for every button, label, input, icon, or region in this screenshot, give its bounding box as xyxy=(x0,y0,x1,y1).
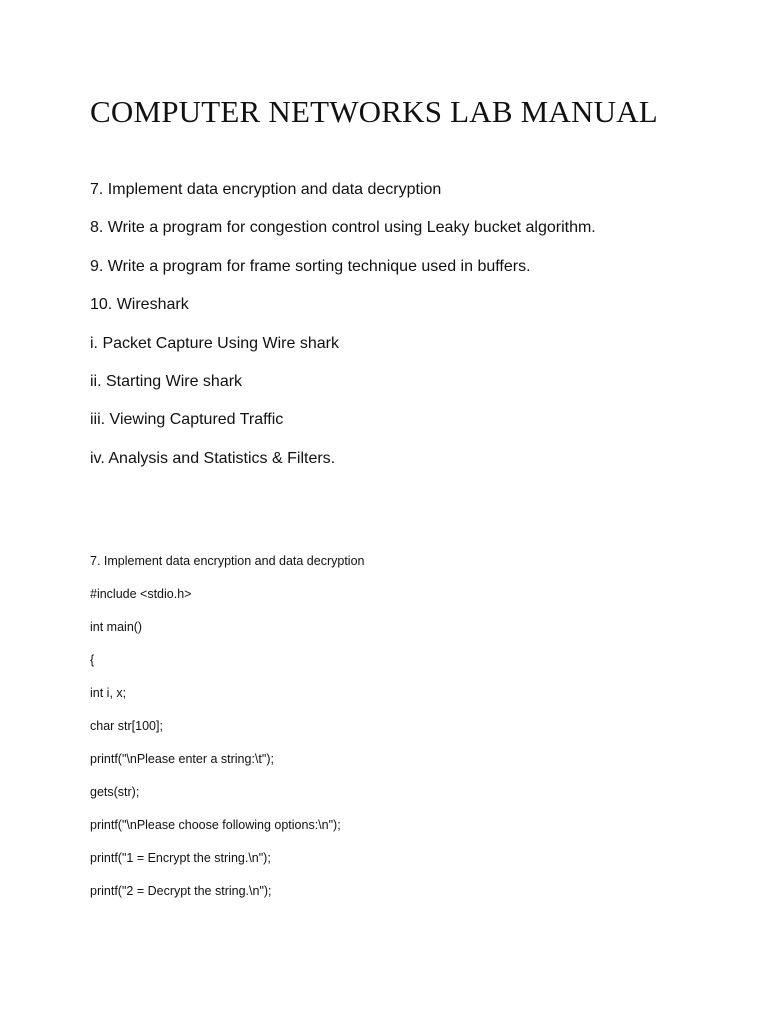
experiment-subitem: iii. Viewing Captured Traffic xyxy=(90,411,284,429)
experiment-item: 8. Write a program for congestion control using Leaky bucket algorithm. xyxy=(90,219,596,237)
code-line: { xyxy=(90,653,95,667)
code-line: gets(str); xyxy=(90,785,140,799)
code-listing xyxy=(90,549,364,912)
experiment-subitem: iv. Analysis and Statistics & Filters. xyxy=(90,449,336,467)
code-line: printf("2 = Decrypt the string.\n"); xyxy=(90,884,272,898)
document-title: COMPUTER NETWORKS LAB MANUAL xyxy=(90,94,658,129)
code-line: char str[100]; xyxy=(90,719,163,733)
experiment-item: 10. Wireshark xyxy=(90,296,189,314)
code-line: int i, x; xyxy=(90,686,127,700)
experiment-subitem: ii. Starting Wire shark xyxy=(90,372,243,390)
code-line: printf("\nPlease enter a string:\t"); xyxy=(90,752,274,766)
experiment-subitem: i. Packet Capture Using Wire shark xyxy=(90,334,339,352)
experiment-item: 7. Implement data encryption and data decryption xyxy=(90,181,442,198)
code-line: printf("\nPlease choose following options:\n"); xyxy=(90,818,341,832)
code-line: #include <stdio.h> xyxy=(90,587,192,601)
experiment-list xyxy=(90,176,596,483)
code-line: printf("1 = Encrypt the string.\n"); xyxy=(90,851,271,865)
experiment-item: 9. Write a program for frame sorting technique used in buffers. xyxy=(90,257,531,275)
code-line: int main() xyxy=(90,620,143,634)
code-heading: 7. Implement data encryption and data decryption xyxy=(90,554,365,568)
